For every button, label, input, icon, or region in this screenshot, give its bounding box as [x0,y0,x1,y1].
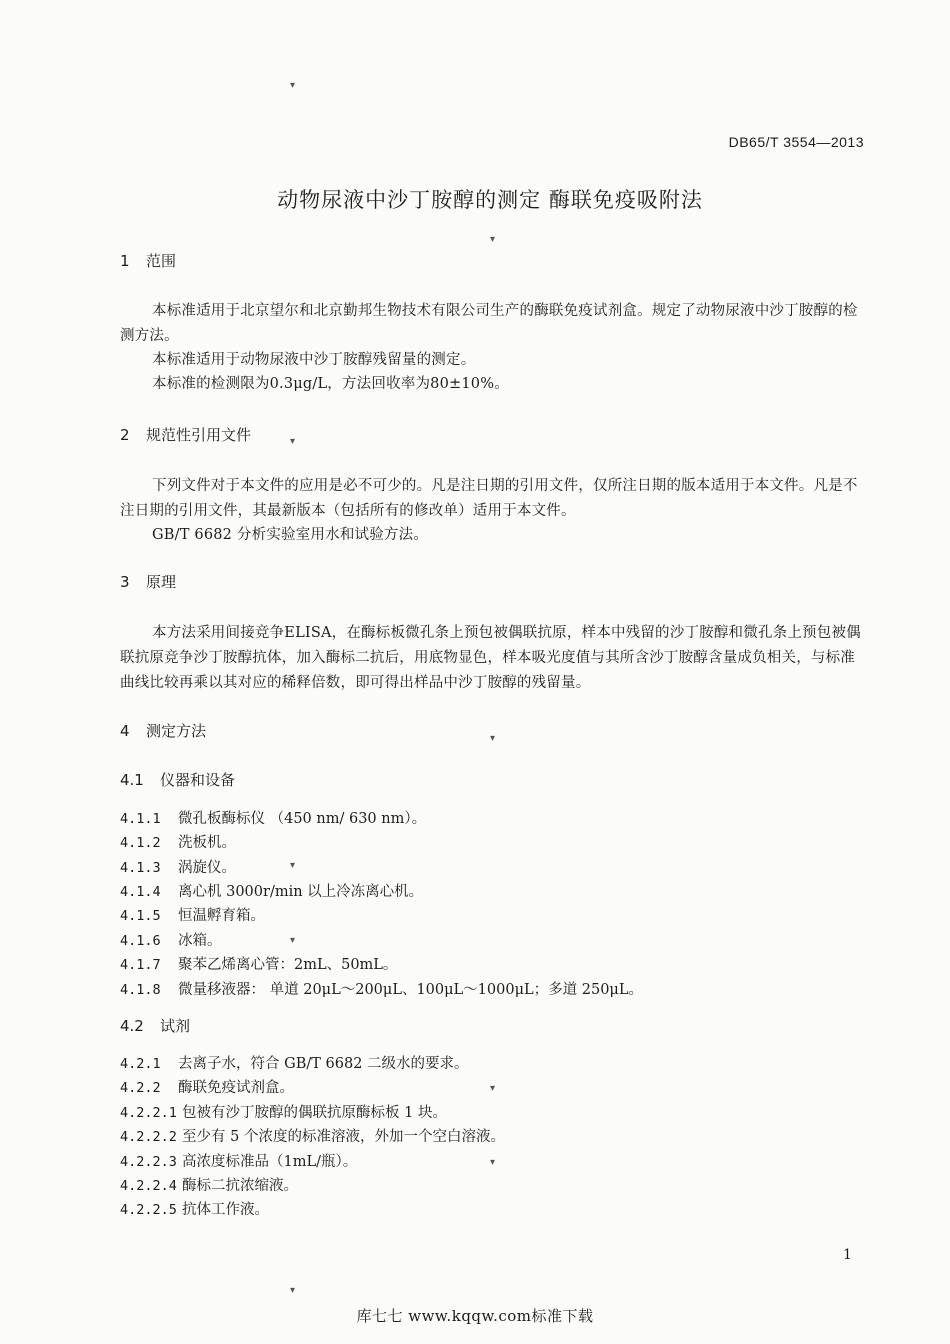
section-4-1-heading [120,769,235,790]
list-item [120,856,236,877]
item-text: 去离子水，符合 GB/T 6682 二级水的要求。 [178,1056,469,1072]
scan-speck: ▾ [290,80,296,91]
section-title: 仪器和设备 [160,771,236,789]
item-text: 酶联免疫试剂盒。 [178,1080,294,1096]
item-text: 恒温孵育箱。 [178,908,265,924]
item-number: 4.1.2 [120,835,161,851]
item-text: 抗体工作液。 [182,1202,269,1218]
item-text: 洗板机。 [178,835,236,851]
section-number: 4.2 [120,1017,144,1035]
section-title: 范围 [146,252,177,270]
item-number: 4.2.2.4 [120,1178,177,1194]
item-text: 包被有沙丁胺醇的偶联抗原酶标板 1 块。 [182,1105,447,1121]
section-title: 测定方法 [146,722,207,740]
page-number: 1 [843,1247,852,1263]
item-text: 酶标二抗浓缩液。 [182,1178,298,1194]
item-number: 4.2.1 [120,1056,161,1072]
section-2-heading [120,424,251,445]
scan-speck: ▾ [290,860,296,871]
item-number: 4.2.2 [120,1080,161,1096]
item-text: 聚苯乙烯离心管：2mL、50mL。 [178,957,398,973]
list-item [120,1052,469,1073]
list-item [120,1101,447,1122]
list-item [120,1198,269,1219]
document-title: 动物尿液中沙丁胺醇的测定 酶联免疫吸附法 [277,188,703,212]
section-number: 4 [120,722,130,740]
item-number: 4.1.8 [120,982,161,998]
section-number: 4.1 [120,771,144,789]
section-title: 试剂 [160,1017,191,1035]
item-text: 涡旋仪。 [178,860,236,876]
item-text: 微量移液器： 单道 20μL～200μL、100μL～1000μL；多道 250μL。 [178,982,643,998]
list-item [120,904,265,925]
item-number: 4.2.2.2 [120,1129,177,1145]
scan-speck: ▾ [490,234,496,245]
list-item [120,929,222,950]
item-number: 4.1.4 [120,884,161,900]
item-text: 高浓度标准品（1mL/瓶）。 [182,1154,358,1170]
section-4-2-heading [120,1015,190,1036]
item-number: 4.1.5 [120,908,161,924]
item-number: 4.1.3 [120,860,161,876]
item-text: 离心机 3000r/min 以上冷冻离心机。 [178,884,424,900]
section-number: 1 [120,252,130,270]
section-4-heading [120,720,206,741]
list-item [120,978,643,999]
scan-speck: ▾ [290,436,296,447]
section-3-heading [120,571,176,592]
item-number: 4.1.6 [120,933,161,949]
section-title: 规范性引用文件 [146,426,252,444]
list-item [120,1076,294,1097]
section-number: 2 [120,426,130,444]
scan-speck: ▾ [490,1157,496,1168]
scan-speck: ▾ [490,733,496,744]
section-number: 3 [120,573,130,591]
paragraph: 本标准适用于北京望尔和北京勤邦生物技术有限公司生产的酶联免疫试剂盒。规定了动物尿液中沙丁胺醇的检测方法。 [120,303,858,344]
item-text: 至少有 5 个浓度的标准溶液，外加一个空白溶液。 [182,1129,505,1145]
paragraph: GB/T 6682 分析实验室用水和试验方法。 [152,527,429,543]
list-item [120,807,426,828]
paragraph: 下列文件对于本文件的应用是必不可少的。凡是注日期的引用文件，仅所注日期的版本适用于本文件。凡是不注日期的引用文件，其最新版本（包括所有的修改单）适用于本文件。 [120,478,858,519]
paragraph: 本标准的检测限为0.3μg/L，方法回收率为80±10%。 [152,376,509,392]
list-item [120,1150,357,1171]
paragraph: 本方法采用间接竞争ELISA，在酶标板微孔条上预包被偶联抗原，样本中残留的沙丁胺醇和微孔条上预包被偶联抗原竞争沙丁胺醇抗体，加入酶标二抗后，用底物显色，样本吸光度值与其所含沙丁胺醇含量成负相关，与标准曲线比较再乘以其对应的稀释倍数，即可得出样品中沙丁胺醇的残留量。 [120,625,861,691]
item-number: 4.2.2.1 [120,1105,177,1121]
paragraph: 本标准适用于动物尿液中沙丁胺醇残留量的测定。 [152,352,476,368]
scan-speck: ▾ [290,935,296,946]
section-title: 原理 [146,573,177,591]
list-item [120,1125,505,1146]
list-item [120,1174,298,1195]
standard-code: DB65/T 3554—2013 [728,134,864,150]
item-text: 微孔板酶标仪 （450 nm/ 630 nm）。 [178,811,427,827]
scan-speck: ▾ [490,1083,496,1094]
list-item [120,831,236,852]
list-item [120,953,397,974]
item-text: 冰箱。 [178,933,222,949]
item-number: 4.2.2.3 [120,1154,177,1170]
list-item [120,880,423,901]
section-1-heading [120,250,176,271]
item-number: 4.1.1 [120,811,161,827]
scan-speck: ▾ [290,1285,296,1296]
item-number: 4.2.2.5 [120,1202,177,1218]
item-number: 4.1.7 [120,957,161,973]
footer-watermark: 库七七 www.kqqw.com标准下载 [356,1307,594,1325]
